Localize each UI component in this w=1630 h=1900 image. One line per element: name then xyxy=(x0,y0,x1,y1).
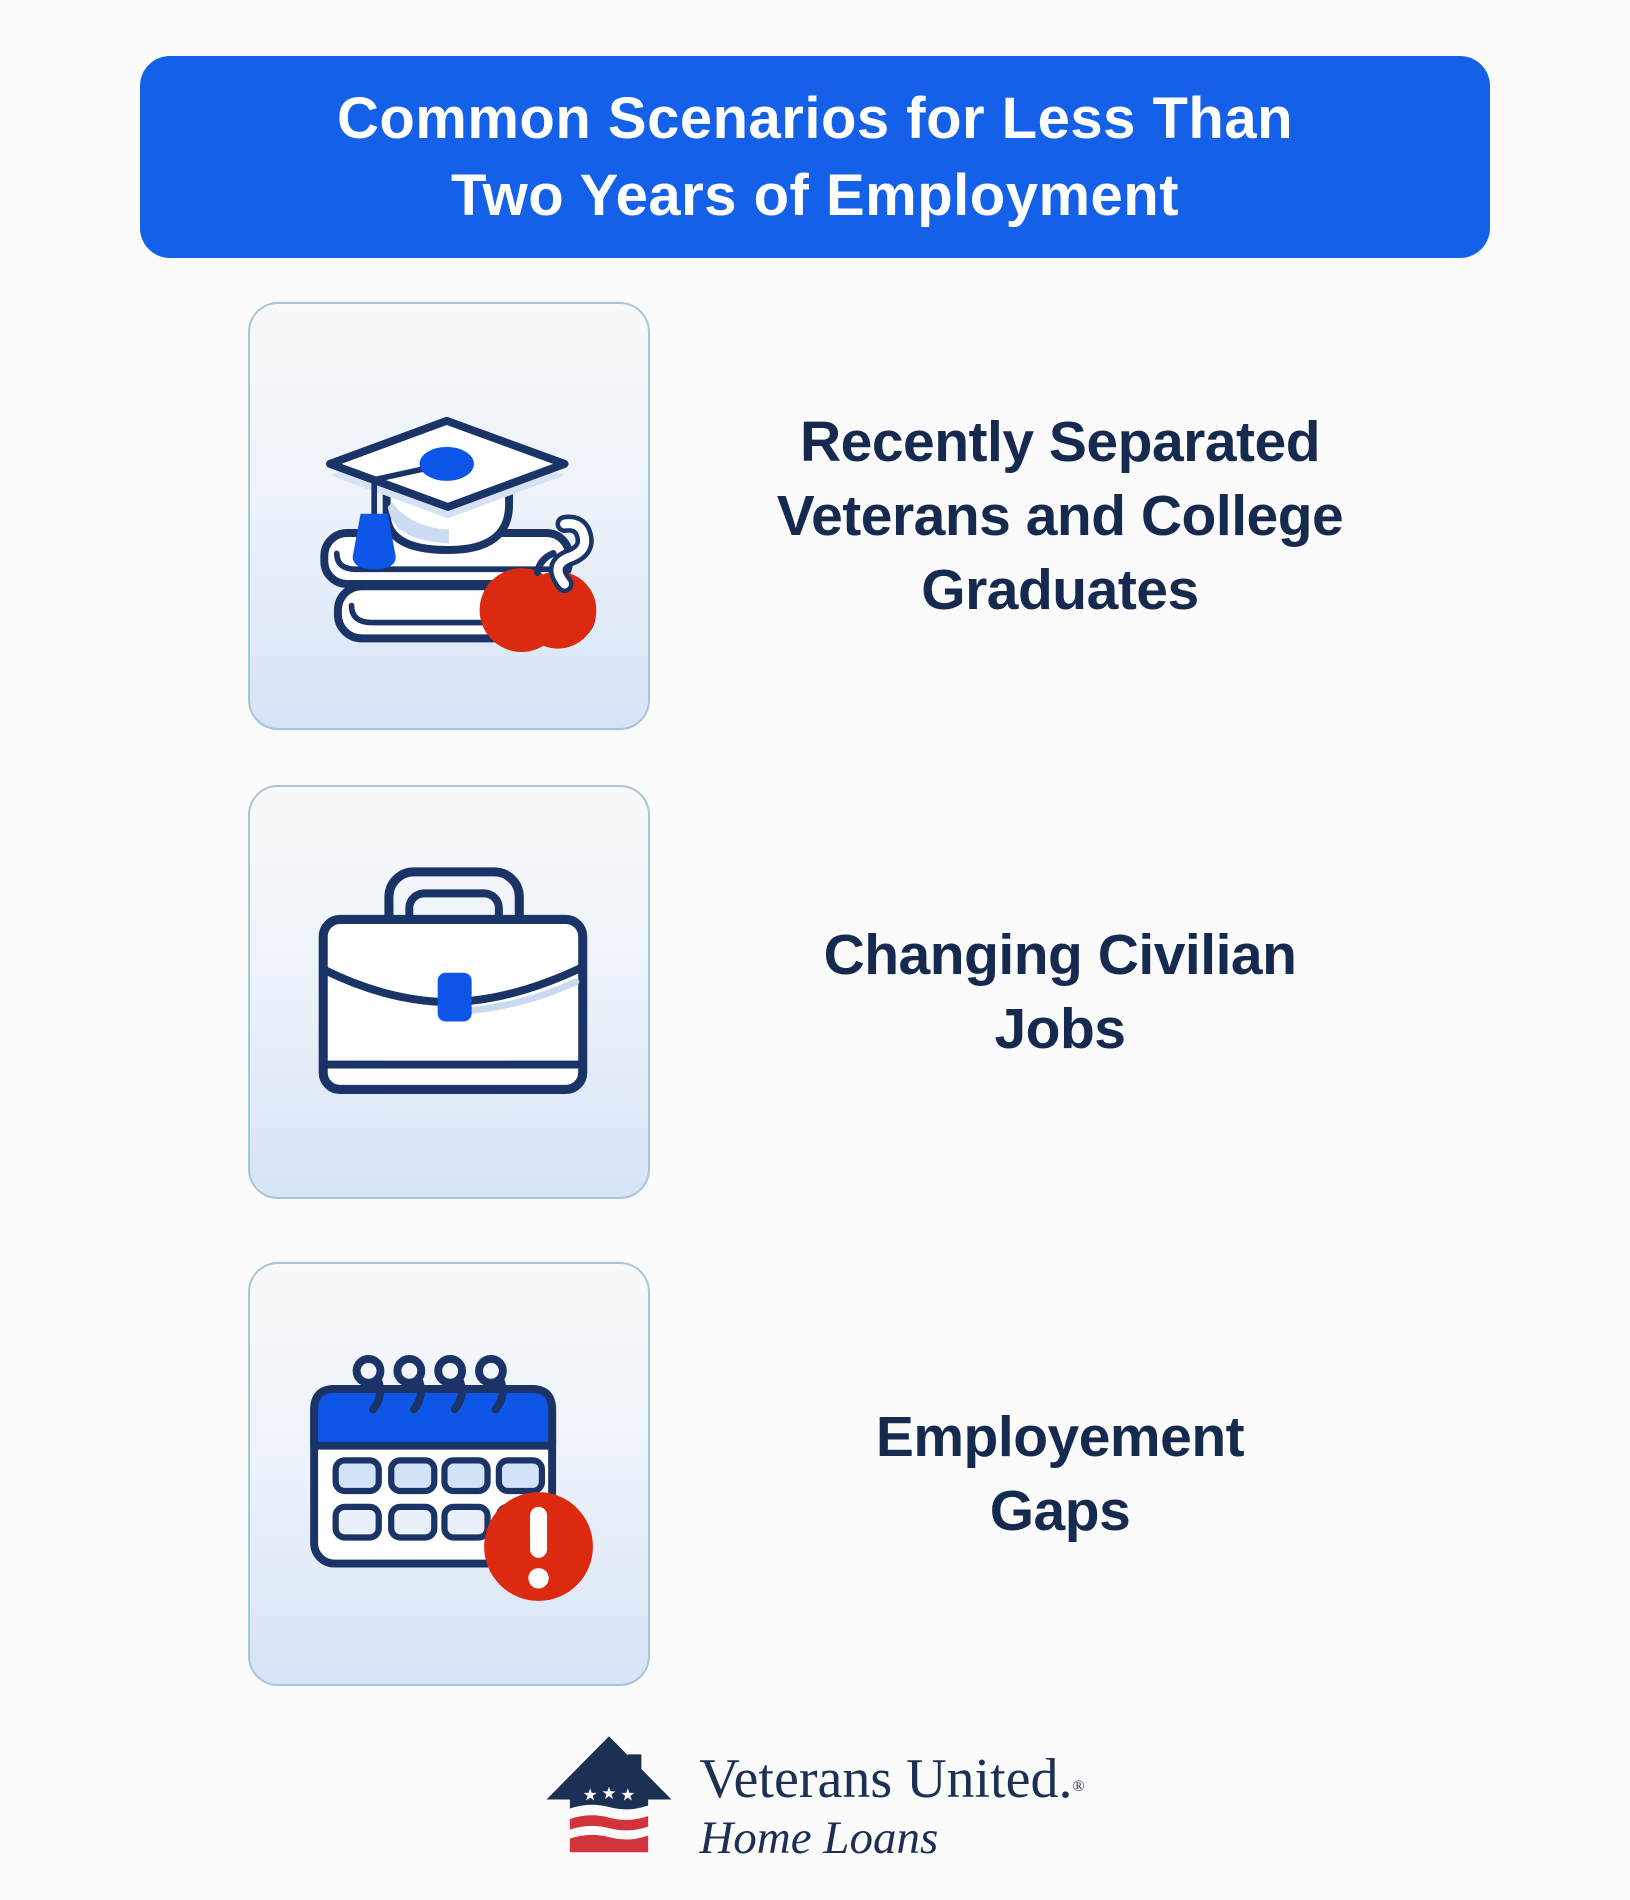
registered-mark: ® xyxy=(1072,1778,1085,1795)
scenario-label-employment-gaps xyxy=(630,1262,1490,1686)
house-logo xyxy=(547,1736,672,1852)
exclamation-bar xyxy=(530,1507,547,1558)
briefcase-clasp xyxy=(438,973,472,1022)
tassel xyxy=(353,514,396,570)
brand-name xyxy=(699,1750,1084,1809)
exclamation-dot xyxy=(528,1568,548,1588)
label-line: Employement xyxy=(875,1404,1245,1469)
veterans-united-house-flag-icon xyxy=(545,1722,673,1868)
briefcase-icon xyxy=(279,822,619,1162)
header-title-line-2: Two Years of Employment xyxy=(450,163,1180,228)
label-line: Graduates xyxy=(921,558,1199,623)
icon-card-briefcase xyxy=(248,785,650,1199)
roof xyxy=(547,1736,672,1809)
footer-brand xyxy=(0,1722,1630,1882)
icon-card-calendar xyxy=(248,1262,650,1686)
label-line: Veterans and College xyxy=(776,483,1344,548)
calendar-header-band xyxy=(314,1389,552,1446)
flag-stripes xyxy=(570,1815,648,1852)
scenario-label-graduates xyxy=(630,302,1490,730)
cap-button xyxy=(420,447,474,481)
brand-name-text: Veterans United. xyxy=(699,1748,1073,1810)
header-banner xyxy=(140,56,1490,258)
briefcase-body xyxy=(323,919,583,1089)
brand-subtitle: Home Loans xyxy=(699,1811,939,1864)
graduation-cap-books-apple-icon xyxy=(279,346,619,686)
scenario-label-changing-jobs xyxy=(630,785,1490,1199)
icon-card-graduation xyxy=(248,302,650,730)
header-title-line-1: Common Scenarios for Less Than xyxy=(336,85,1294,151)
label-line: Gaps xyxy=(989,1479,1131,1543)
label-line: Changing Civilian xyxy=(823,922,1297,987)
calendar-alert-icon xyxy=(279,1304,619,1644)
brand-text xyxy=(699,1750,1084,1864)
label-line: Recently Separated xyxy=(799,409,1321,474)
label-line: Jobs xyxy=(994,997,1126,1061)
alert-badge xyxy=(484,1492,593,1601)
